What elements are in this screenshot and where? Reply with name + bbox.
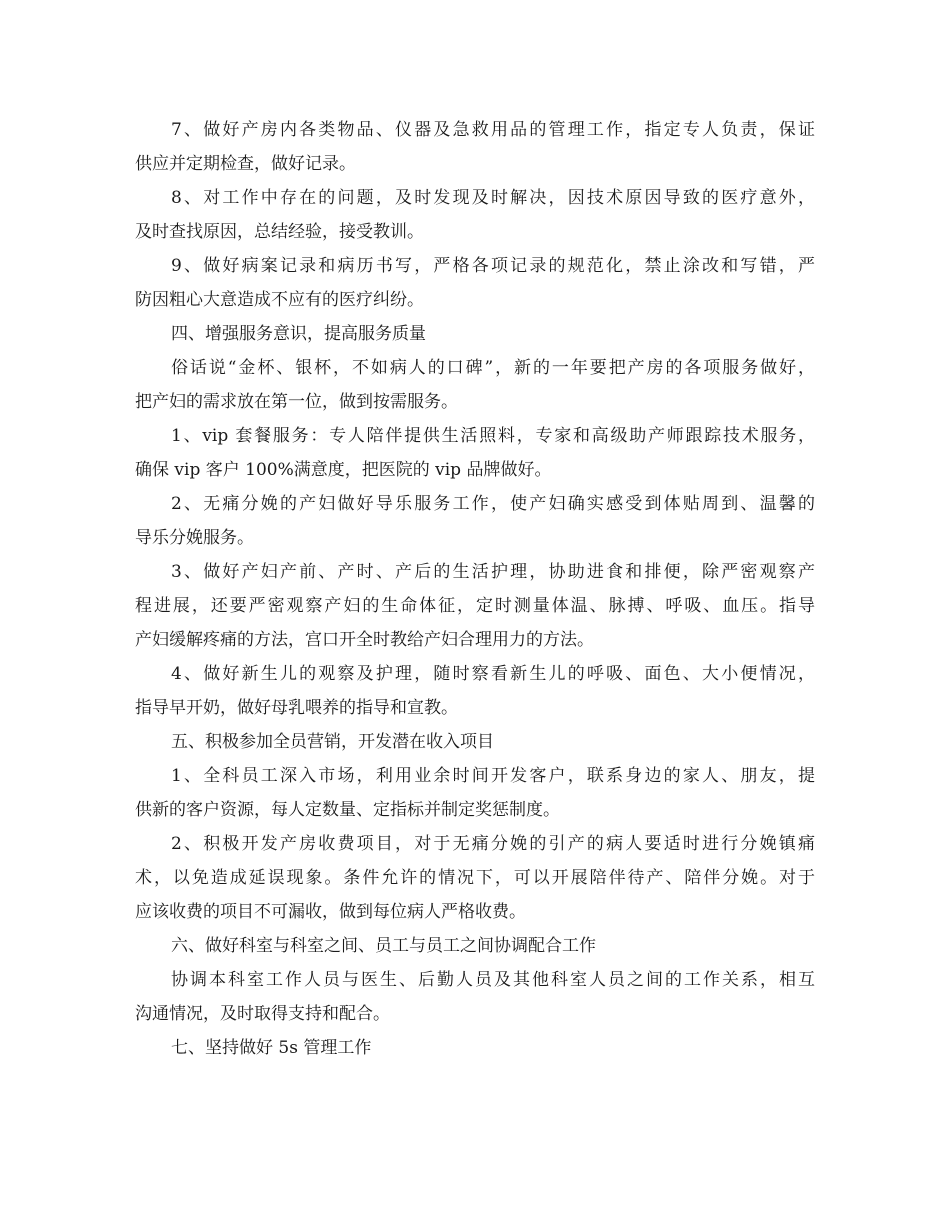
paragraph-7-line-1: 7、做好产房内各类物品、仪器及急救用品的管理工作，指定专人负责，保证 [171, 120, 815, 140]
section-4-item-1-line-2: 确保 vip 客户 100%满意度，把医院的 vip 品牌做好。 [135, 460, 552, 480]
section-6-body-line-2: 沟通情况，及时取得支持和配合。 [135, 1004, 390, 1024]
section-7-heading: 七、坚持做好 5s 管理工作 [171, 1038, 372, 1058]
section-5-item-1-line-1: 1、全科员工深入市场，利用业余时间开发客户，联系身边的家人、朋友，提 [171, 766, 815, 786]
section-4-item-2-line-1: 2、无痛分娩的产妇做好导乐服务工作，使产妇确实感受到体贴周到、温馨的 [171, 494, 815, 514]
section-6-body-line-1: 协调本科室工作人员与医生、后勤人员及其他科室人员之间的工作关系，相互 [171, 970, 815, 990]
section-4-intro-line-1: 俗话说“金杯、银杯，不如病人的口碑”，新的一年要把产房的各项服务做好， [171, 358, 815, 378]
section-5-item-1-line-2: 供新的客户资源，每人定数量、定指标并制定奖惩制度。 [135, 800, 560, 820]
section-6-heading: 六、做好科室与科室之间、员工与员工之间协调配合工作 [171, 936, 596, 956]
section-5-item-2-line-2: 术，以免造成延误现象。条件允许的情况下，可以开展陪伴待产、陪伴分娩。对于 [135, 868, 815, 888]
paragraph-9-line-2: 防因粗心大意造成不应有的医疗纠纷。 [135, 290, 424, 310]
section-4-item-3-line-3: 产妇缓解疼痛的方法，宫口开全时教给产妇合理用力的方法。 [135, 630, 594, 650]
paragraph-8-line-2: 及时查找原因，总结经验，接受教训。 [135, 222, 424, 242]
section-4-item-1-line-1: 1、vip 套餐服务：专人陪伴提供生活照料，专家和高级助产师跟踪技术服务， [171, 426, 815, 446]
section-4-item-2-line-2: 导乐分娩服务。 [135, 528, 254, 548]
section-5-item-2-line-1: 2、积极开发产房收费项目，对于无痛分娩的引产的病人要适时进行分娩镇痛 [171, 834, 815, 854]
paragraph-8-line-1: 8、对工作中存在的问题，及时发现及时解决，因技术原因导致的医疗意外， [171, 188, 815, 208]
paragraph-7-line-2: 供应并定期检查，做好记录。 [135, 154, 356, 174]
section-5-item-2-line-3: 应该收费的项目不可漏收，做到每位病人严格收费。 [135, 902, 526, 922]
section-4-item-3-line-2: 程进展，还要严密观察产妇的生命体征，定时测量体温、脉搏、呼吸、血压。指导 [135, 596, 815, 616]
section-4-item-4-line-1: 4、做好新生儿的观察及护理，随时察看新生儿的呼吸、面色、大小便情况， [171, 664, 815, 684]
section-4-item-3-line-1: 3、做好产妇产前、产时、产后的生活护理，协助进食和排便，除严密观察产 [171, 562, 815, 582]
section-4-intro-line-2: 把产妇的需求放在第一位，做到按需服务。 [135, 392, 458, 412]
paragraph-9-line-1: 9、做好病案记录和病历书写，严格各项记录的规范化，禁止涂改和写错，严 [171, 256, 815, 276]
section-4-heading: 四、增强服务意识，提高服务质量 [171, 324, 426, 344]
section-5-heading: 五、积极参加全员营销，开发潜在收入项目 [171, 732, 494, 752]
document-body [135, 113, 815, 1065]
section-4-item-4-line-2: 指导早开奶，做好母乳喂养的指导和宣教。 [135, 698, 458, 718]
